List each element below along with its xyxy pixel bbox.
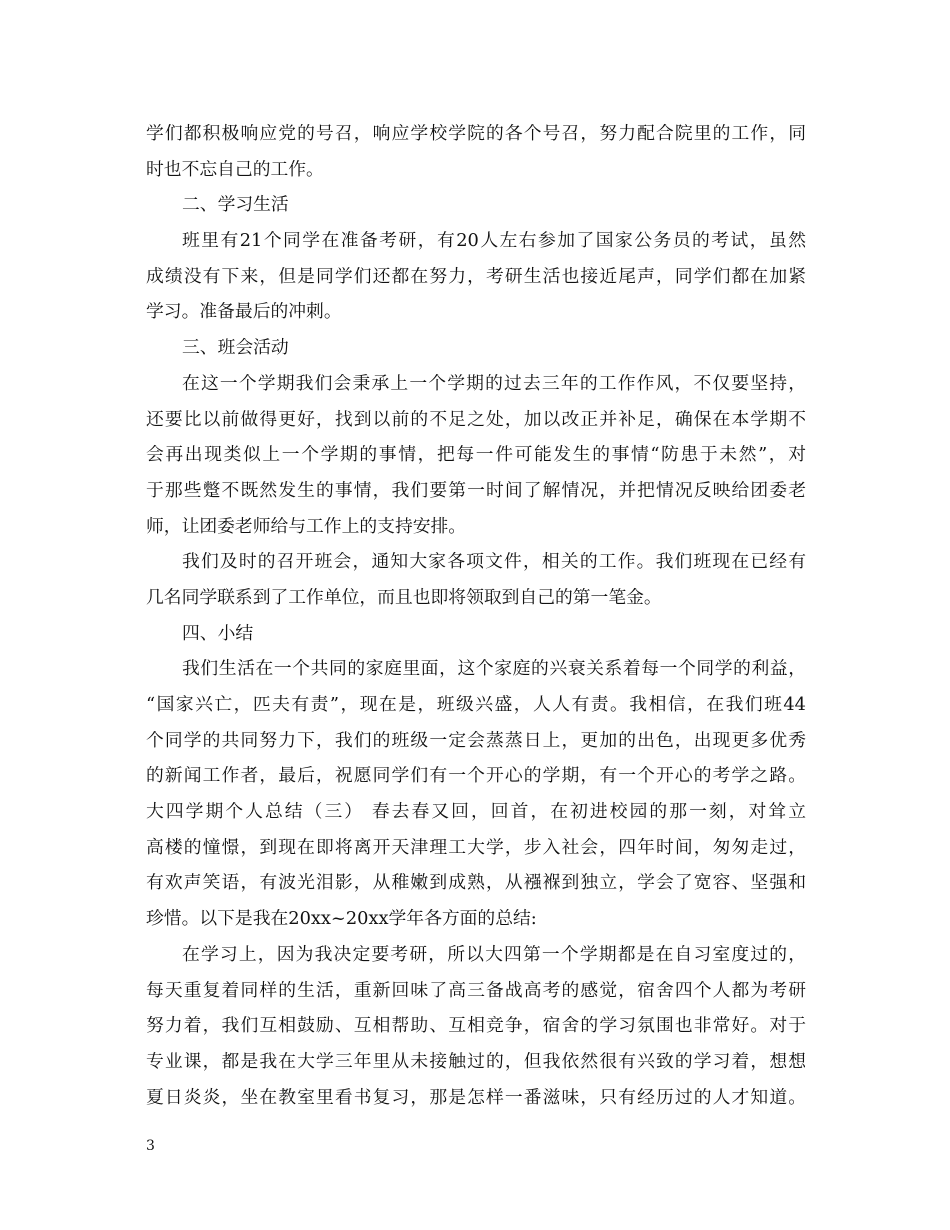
text-line: 学习。准备最后的冲刺。 <box>146 301 342 323</box>
text-line: 有欢声笑语，有波光泪影，从稚嫩到成熟，从襁褓到独立，学会了宽容、坚强和 <box>146 872 806 894</box>
text-line: 在这一个学期我们会秉承上一个学期的过去三年的工作作风，不仅要坚持， <box>182 372 806 394</box>
text-line: 班里有21个同学在准备考研，有20人左右参加了国家公务员的考试，虽然 <box>182 230 806 252</box>
text-line: 夏日炎炎，坐在教室里看书复习，那是怎样一番滋味，只有经历过的人才知道。 <box>146 1086 806 1108</box>
text-line: 珍惜。以下是我在20xx~20xx学年各方面的总结: <box>146 908 537 930</box>
text-line: 大四学期个人总结（三） 春去春又回，回首，在初进校园的那一刻，对耸立 <box>146 801 806 823</box>
text-line: 成绩没有下来，但是同学们还都在努力，考研生活也接近尾声，同学们都在加紧 <box>146 265 806 287</box>
page-number: 3 <box>146 1138 155 1154</box>
text-line: 学们都积极响应党的号召，响应学校学院的各个号召，努力配合院里的工作，同 <box>146 123 806 144</box>
text-line: 时也不忘自己的工作。 <box>146 158 324 180</box>
text-line: “国家兴亡，匹夫有责”，现在是，班级兴盛，人人有责。我相信，在我们班44 <box>146 694 806 715</box>
text-line: 还要比以前做得更好，找到以前的不足之处，加以改正并补足，确保在本学期不 <box>146 408 806 430</box>
body-text <box>146 116 806 1115</box>
text-line: 专业课，都是我在大学三年里从未接触过的，但我依然很有兴致的学习着，想想 <box>146 1050 806 1072</box>
text-line: 在学习上，因为我决定要考研，所以大四第一个学期都是在自习室度过的， <box>182 943 806 965</box>
text-line: 努力着，我们互相鼓励、互相帮助、互相竞争，宿舍的学习氛围也非常好。对于 <box>146 1015 806 1037</box>
text-line: 个同学的共同努力下，我们的班级一定会蒸蒸日上，更加的出色，出现更多优秀 <box>146 729 806 751</box>
text-line: 会再出现类似上一个学期的事情，把每一件可能发生的事情“防患于未然”，对 <box>146 444 806 466</box>
text-line: 每天重复着同样的生活，重新回味了高三备战高考的感觉，宿舍四个人都为考研 <box>146 979 806 1001</box>
text-line: 于那些蹩不既然发生的事情，我们要第一时间了解情况，并把情况反映给团委老 <box>146 479 806 501</box>
text-line: 二、学习生活 <box>182 194 289 216</box>
text-line: 我们及时的召开班会，通知大家各项文件，相关的工作。我们班现在已经有 <box>182 551 806 573</box>
text-line: 几名同学联系到了工作单位，而且也即将领取到自己的第一笔金。 <box>146 586 662 608</box>
text-line: 高楼的憧憬，到现在即将离开天津理工大学，步入社会，四年时间，匆匆走过， <box>146 836 806 858</box>
text-line: 的新闻工作者，最后，祝愿同学们有一个开心的学期，有一个开心的考学之路。 <box>146 765 806 787</box>
text-line: 师，让团委老师给与工作上的支持安排。 <box>146 515 467 537</box>
text-line: 我们生活在一个共同的家庭里面，这个家庭的兴衰关系着每一个同学的利益， <box>182 658 806 680</box>
text-line: 三、班会活动 <box>182 337 289 359</box>
text-line: 四、小结 <box>182 622 254 644</box>
